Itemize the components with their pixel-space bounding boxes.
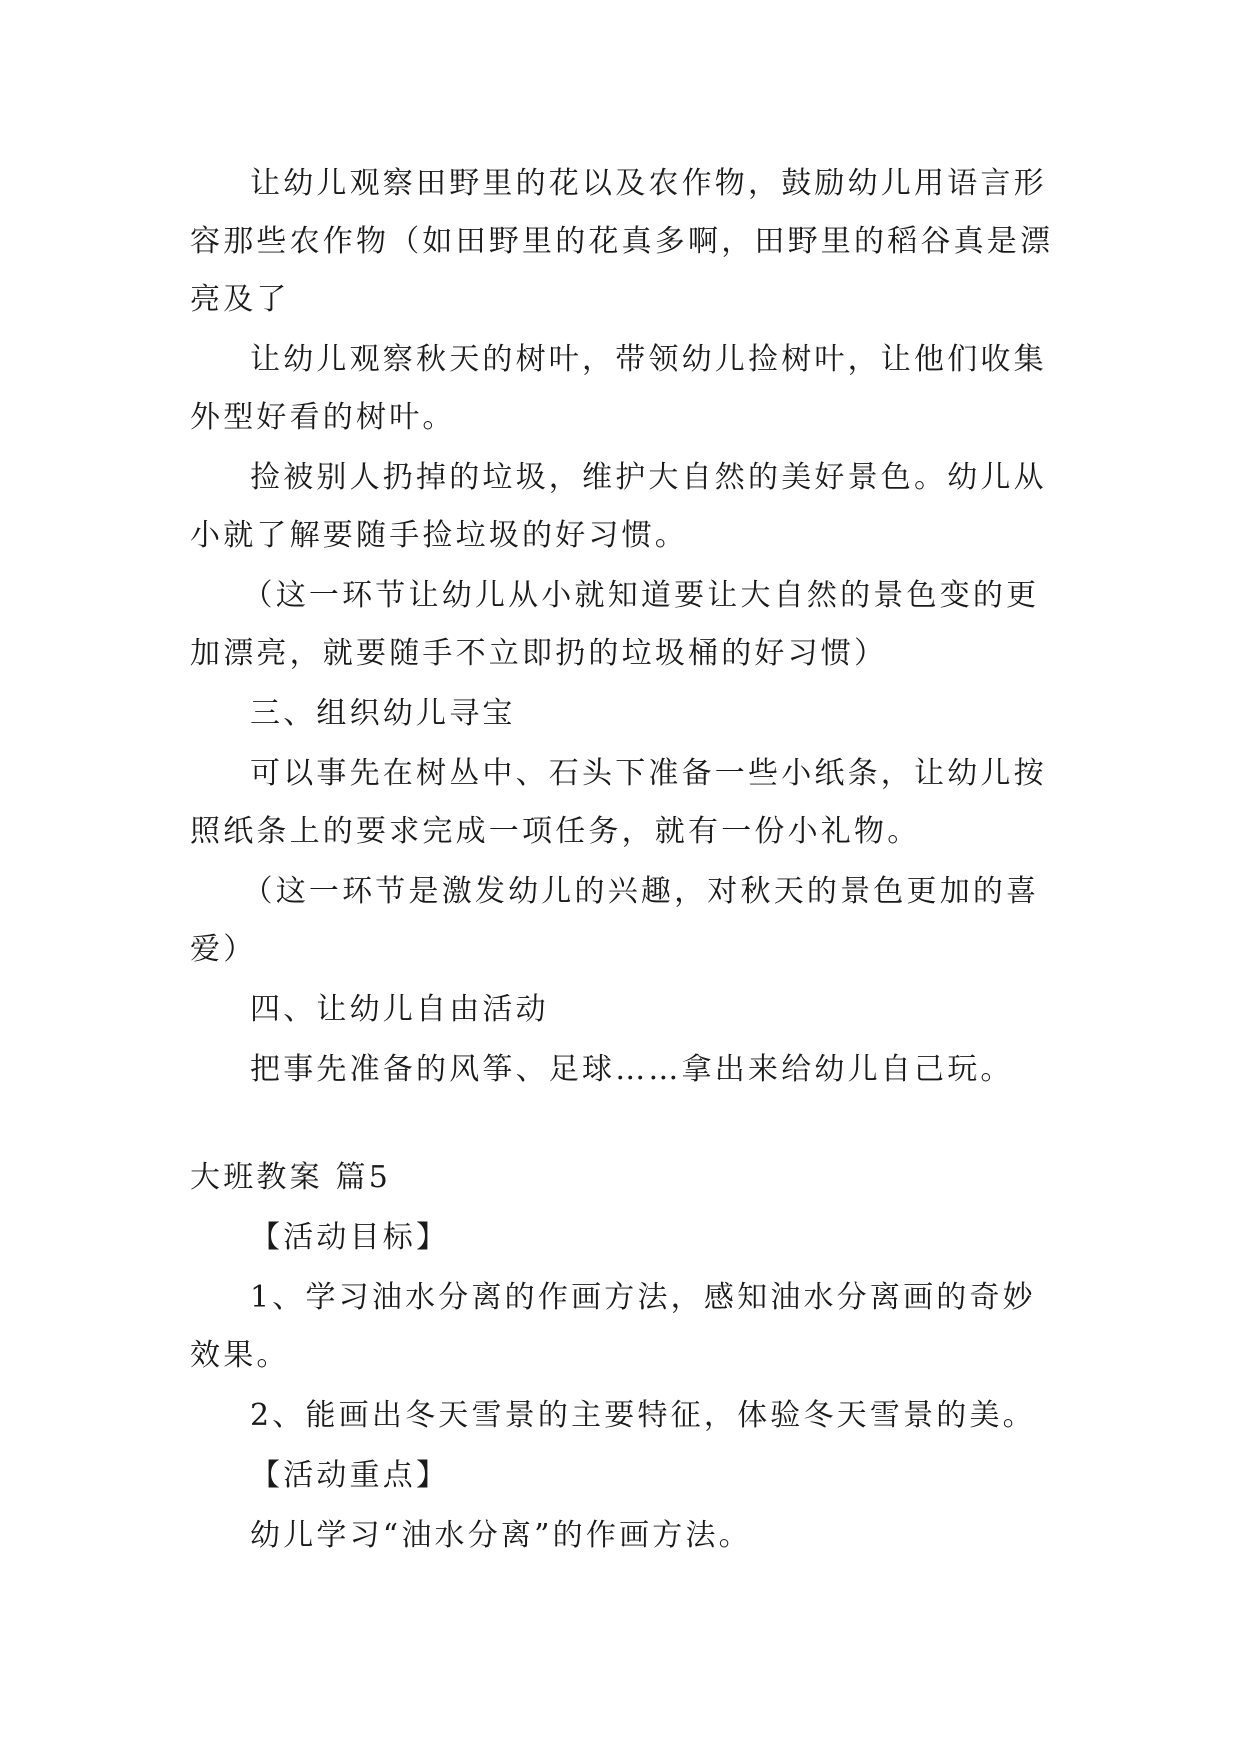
subsection-heading: 【活动重点】: [250, 1458, 450, 1493]
section-title: 大班教案 篇5: [190, 1160, 392, 1195]
subsection-heading: 四、让幼儿自由活动: [250, 992, 549, 1027]
paragraph: （这一环节让幼儿从小就知道要让大自然的景色变的更加漂亮，就要随手不立即扔的垃圾桶的好习惯）: [190, 578, 1040, 671]
paragraph: 可以事先在树丛中、石头下准备一些小纸条，让幼儿按照纸条上的要求完成一项任务，就有一份小礼物。: [190, 756, 1047, 849]
subsection-heading: 三、组织幼儿寻宝: [250, 696, 516, 731]
paragraph: （这一环节是激发幼儿的兴趣，对秋天的景色更加的喜爱）: [190, 874, 1040, 967]
paragraph: 幼儿学习“油水分离”的作画方法。: [250, 1518, 752, 1553]
paragraph: 2、能画出冬天雪景的主要特征，体验冬天雪景的美。: [250, 1398, 1036, 1433]
paragraph: 1、学习油水分离的作画方法，感知油水分离画的奇妙效果。: [190, 1280, 1036, 1373]
paragraph: 把事先准备的风筝、足球……拿出来给幼儿自己玩。: [250, 1052, 1014, 1087]
document-page: [190, 155, 1056, 1567]
paragraph: 让幼儿观察田野里的花以及农作物，鼓励幼儿用语言形容那些农作物（如田野里的花真多啊，田野里的稻谷真是漂亮及了: [190, 166, 1054, 317]
subsection-heading: 【活动目标】: [250, 1220, 450, 1255]
paragraph: 捡被别人扔掉的垃圾，维护大自然的美好景色。幼儿从小就了解要随手捡垃圾的好习惯。: [190, 460, 1047, 553]
paragraph: 让幼儿观察秋天的树叶，带领幼儿捡树叶，让他们收集外型好看的树叶。: [190, 342, 1047, 435]
